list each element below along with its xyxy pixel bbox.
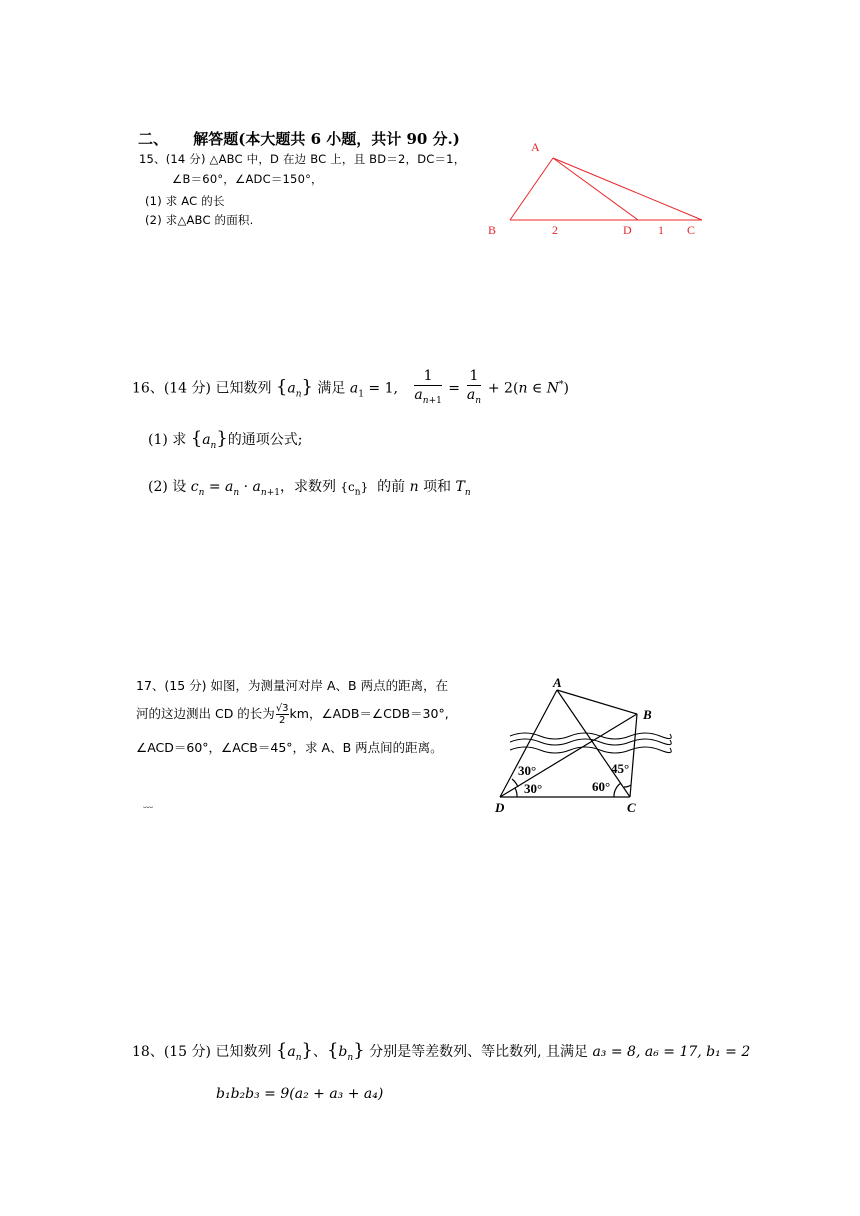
q17-frac: $\frac{√3}{2}$ <box>275 703 289 726</box>
label-D: D <box>623 223 632 237</box>
q16-cond1: = 1, <box>368 380 398 397</box>
q18-line2: b₁b₂b₃ = 9(a₂ + a₃ + a₄) <box>216 1086 384 1102</box>
q18-mid: 分别是等差数列、等比数列, 且满足 <box>369 1044 588 1060</box>
river-waves <box>510 733 671 753</box>
angle-ACB: 45° <box>611 761 630 776</box>
q17-line1: 17、(15 分) 如图，为测量河对岸 A、B 两点的距离，在 <box>136 678 449 693</box>
angle-CDB: 30° <box>524 781 543 796</box>
q17-line3: ∠ACD＝60°，∠ACB＝45°，求 A、B 两点间的距离。 <box>136 740 443 755</box>
q17-mark: ﹏ <box>143 799 153 810</box>
angle-ADB: 30° <box>518 763 537 778</box>
diagonal-DB <box>500 714 637 797</box>
q15-line2: ∠B＝60°，∠ADC＝150°， <box>172 172 323 186</box>
q16-lead: 16、(14 分) 已知数列 <box>132 380 272 397</box>
q16-frac-right: $\frac{1}{a_n}$ <box>466 368 482 407</box>
label-C: C <box>627 800 636 815</box>
side-CB <box>630 714 637 797</box>
label-B: B <box>488 223 497 237</box>
side-AB <box>510 158 553 220</box>
label-D: D <box>495 800 505 815</box>
section-title: 解答题(本大题共 6 小题，共计 90 分.) <box>193 130 460 148</box>
label-DC-length: 1 <box>658 223 664 237</box>
q16-frac-left: $\frac{1}{a_{n+1}}$ <box>414 368 442 407</box>
q16-part2: (2) 设 $c_n = a_n \cdot a_{n+1}$，求数列 $\{c_n\}$ 的前 n 项和 $T_n$ <box>148 479 471 498</box>
q15-line1: 15、(14 分) △ABC 中，D 在边 BC 上，且 BD＝2，DC＝1， <box>139 152 466 166</box>
section-number: 二、 <box>138 130 169 148</box>
label-C: C <box>687 223 696 237</box>
q16-satisfy: 满足 <box>317 380 346 397</box>
side-AB <box>557 690 637 714</box>
label-B: B <box>643 707 652 722</box>
q15-part2: (2) 求△ABC 的面积. <box>145 213 254 227</box>
segment-AD <box>553 158 638 220</box>
q16-statement: 16、(14 分) 已知数列 $\{a_n\}$ 满足 $a_1 = 1$, $\frac{1}{a_{n+1}}$ = $\frac{1}{a_n}$ + 2(n ∈ N*) <box>132 365 569 405</box>
q15-triangle-figure <box>480 135 720 245</box>
section-heading <box>138 128 460 149</box>
q18-statement: 18、(15 分) 已知数列 $\{a_n\}$、$\{b_n\}$ 分别是等差数列、等比数列, 且满足 a₃ = 8, a₆ = 17, b₁ = 2 <box>132 1040 751 1063</box>
angle-ACD: 60° <box>592 779 611 794</box>
label-A: A <box>553 675 562 690</box>
q18-lead: 18、(15 分) 已知数列 <box>132 1044 272 1060</box>
label-A: A <box>531 140 540 154</box>
q17-river-figure <box>490 670 675 820</box>
side-AC <box>553 158 702 220</box>
q18-conditions: a₃ = 8, a₆ = 17, b₁ = 2 <box>592 1044 751 1060</box>
label-BD-length: 2 <box>552 223 558 237</box>
q17-line2: 河的这边测出 CD 的长为 $\frac{√3}{2}$ km，∠ADB＝∠CDB＝30°, <box>136 703 449 726</box>
q15-part1: (1) 求 AC 的长 <box>145 194 225 208</box>
q16-part1: (1) 求 $\{a_n\}$的通项公式; <box>148 428 303 451</box>
q16-plus: + 2( <box>487 380 519 397</box>
